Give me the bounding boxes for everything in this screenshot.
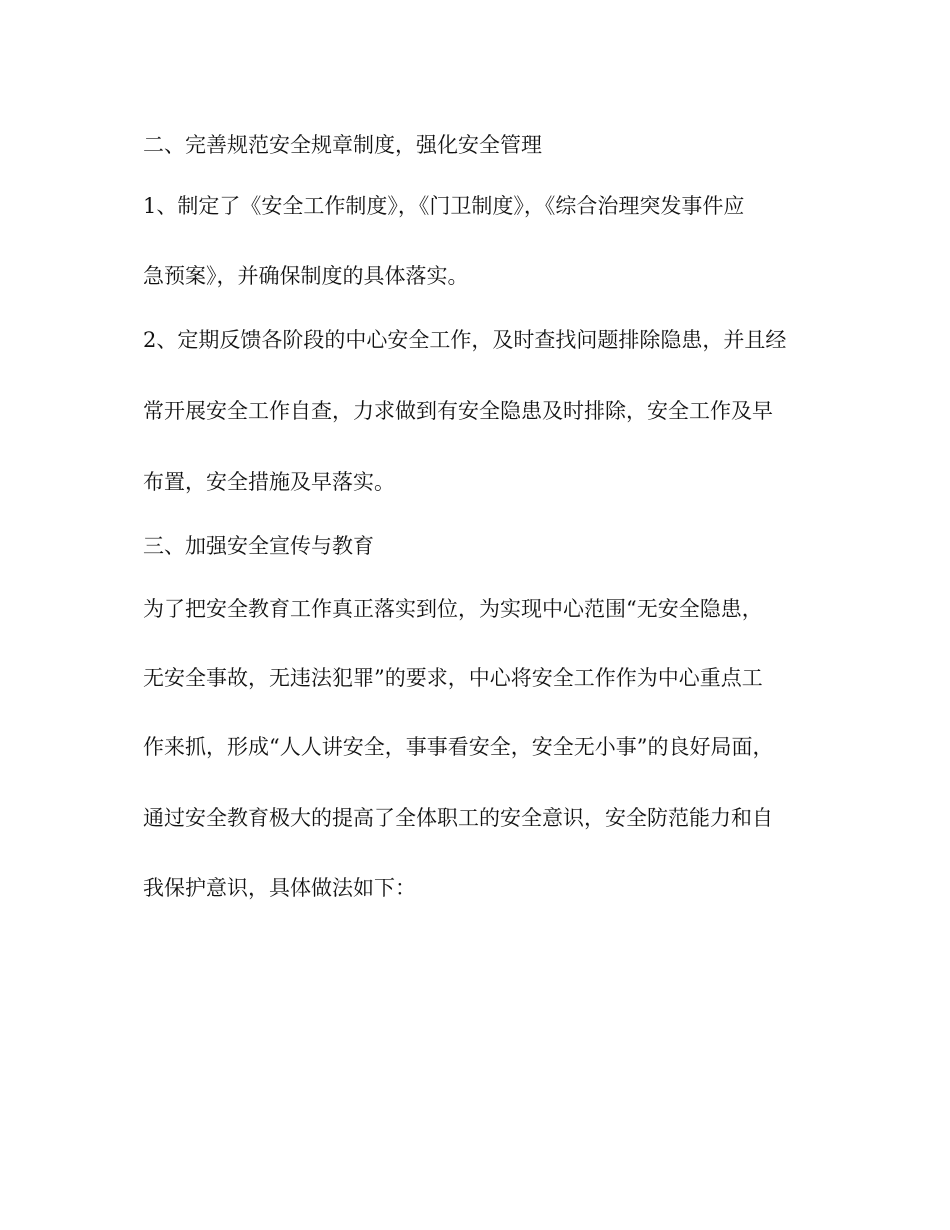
paragraph-line: 1、制定了《安全工作制度》，《门卫制度》，《综合治理突发事件应 xyxy=(143,194,745,218)
paragraph-line: 无安全事故，无违法犯罪”的要求，中心将安全工作作为中心重点工 xyxy=(143,666,763,690)
paragraph-line: 布置，安全措施及早落实。 xyxy=(143,470,395,494)
paragraph-line: 通过安全教育极大的提高了全体职工的安全意识，安全防范能力和自 xyxy=(143,806,773,830)
paragraph-line: 为了把安全教育工作真正落实到位，为实现中心范围“无安全隐患， xyxy=(143,597,763,621)
paragraph-line: 我保护意识，具体做法如下： xyxy=(143,876,416,900)
paragraph-line: 作来抓，形成“人人讲安全，事事看安全，安全无小事”的良好局面， xyxy=(143,735,774,759)
section-heading-two: 二、完善规范安全规章制度，强化安全管理 xyxy=(143,133,542,157)
paragraph-line: 急预案》，并确保制度的具体落实。 xyxy=(143,264,469,288)
section-heading-three: 三、加强安全宣传与教育 xyxy=(143,534,374,558)
paragraph-line: 常开展安全工作自查，力求做到有安全隐患及时排除，安全工作及早 xyxy=(143,399,773,423)
paragraph-line: 2、定期反馈各阶段的中心安全工作，及时查找问题排除隐患，并且经 xyxy=(143,328,787,352)
